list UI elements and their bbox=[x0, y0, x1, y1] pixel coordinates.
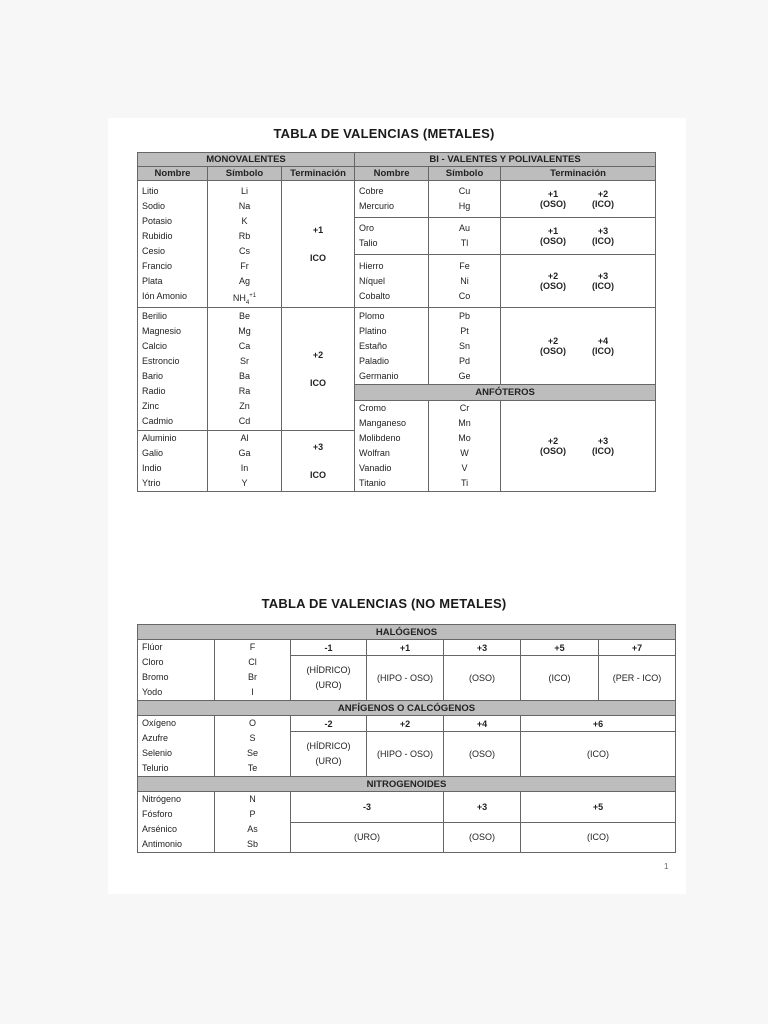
element-name: Talio bbox=[359, 238, 378, 249]
element-symbol: Cl bbox=[248, 657, 257, 667]
element-name: Níquel bbox=[359, 275, 386, 286]
group-symbols bbox=[429, 401, 501, 492]
group-names bbox=[355, 218, 429, 255]
valence-ending: ICO bbox=[310, 470, 327, 480]
valence-ending: (OSO) bbox=[540, 199, 567, 210]
element-name: Plata bbox=[142, 276, 163, 286]
valence-ending: (ICO) bbox=[592, 346, 615, 356]
element-symbol: Be bbox=[238, 311, 250, 321]
monovalentes-header: MONOVALENTES bbox=[138, 153, 355, 167]
metals-valence-table bbox=[137, 152, 656, 492]
ammonium-symbol: $NH_4^{+1}$ bbox=[232, 293, 257, 306]
anfoteros-header: ANFÓTEROS bbox=[355, 385, 656, 401]
element-name: Selenio bbox=[142, 748, 173, 758]
element-name: Francio bbox=[142, 261, 173, 271]
valence-value: +1 bbox=[547, 189, 559, 200]
element-symbol: Hg bbox=[458, 201, 471, 212]
element-symbol: Br bbox=[248, 672, 257, 682]
element-name: Nitrógeno bbox=[142, 794, 182, 804]
valence-value: +4 bbox=[597, 336, 609, 346]
element-symbol: K bbox=[241, 216, 248, 226]
valence-value: +1 bbox=[547, 226, 559, 237]
element-symbol: Tl bbox=[460, 238, 469, 249]
element-name: Bromo bbox=[142, 672, 169, 682]
element-symbol: Pd bbox=[459, 355, 471, 366]
element-name: Yodo bbox=[142, 687, 163, 697]
element-symbol: In bbox=[240, 463, 249, 473]
valence-cell bbox=[501, 181, 656, 218]
group-symbols bbox=[429, 218, 501, 255]
valence-cell bbox=[501, 401, 656, 492]
valence-value: +4 bbox=[444, 716, 521, 732]
valence-ending: (ICO) bbox=[521, 822, 676, 853]
group-names bbox=[355, 401, 429, 492]
element-name: Radio bbox=[142, 386, 166, 396]
valence-ending: ICO bbox=[310, 378, 327, 388]
element-name: Berilio bbox=[142, 311, 168, 321]
valence-value: +1 bbox=[367, 640, 444, 656]
valence-ending: (ICO) bbox=[592, 446, 615, 456]
valence-value: +2 bbox=[547, 271, 559, 282]
group-names bbox=[355, 308, 429, 385]
valence-ending: (URO) bbox=[291, 822, 444, 853]
element-name: Rubidio bbox=[142, 231, 173, 241]
element-symbol: O bbox=[248, 718, 256, 728]
element-name: Cromo bbox=[359, 403, 387, 413]
element-name: Zinc bbox=[142, 401, 160, 411]
element-symbol: Na bbox=[238, 201, 251, 211]
nonmetals-table-title: TABLA DE VALENCIAS (NO METALES) bbox=[261, 596, 507, 611]
valence-value: +1 bbox=[312, 225, 324, 235]
element-name: Bario bbox=[142, 371, 164, 381]
element-name: Antimonio bbox=[142, 839, 183, 849]
element-name: Ytrio bbox=[142, 478, 161, 488]
element-symbol: Ca bbox=[238, 341, 251, 351]
element-symbol: Mg bbox=[238, 326, 251, 336]
element-name: Aluminio bbox=[142, 433, 177, 443]
valence-ending: (HÍDRICO) (URO) bbox=[291, 656, 367, 701]
element-symbol: Se bbox=[246, 748, 258, 758]
valence-cell bbox=[282, 431, 355, 492]
element-symbol: I bbox=[251, 687, 254, 697]
element-symbol: Mn bbox=[458, 418, 471, 428]
valence-ending: (OSO) bbox=[540, 346, 567, 356]
valence-ending: (HIPO - OSO) bbox=[367, 656, 444, 701]
element-symbol: Ni bbox=[460, 275, 469, 286]
valence-value: +3 bbox=[597, 436, 609, 446]
element-name: Cobalto bbox=[359, 290, 391, 301]
element-name: Cloro bbox=[142, 657, 164, 667]
element-symbol: Fr bbox=[240, 261, 249, 271]
valence-value: +3 bbox=[597, 226, 609, 237]
valence-value: +3 bbox=[444, 792, 521, 823]
element-name: Plomo bbox=[359, 310, 385, 321]
valence-value: +2 bbox=[547, 436, 559, 446]
group-symbols bbox=[208, 308, 282, 431]
valence-ending: (OSO) bbox=[444, 732, 521, 777]
element-symbol: Sr bbox=[240, 356, 249, 366]
element-symbol: Ga bbox=[238, 448, 251, 458]
element-name: Magnesio bbox=[142, 326, 182, 336]
valence-ending: (HIPO - OSO) bbox=[367, 732, 444, 777]
element-symbol: Au bbox=[459, 223, 471, 234]
page-number: 1 bbox=[664, 862, 669, 871]
group-names bbox=[138, 716, 215, 777]
group-symbols bbox=[215, 640, 291, 701]
group-names bbox=[355, 181, 429, 218]
element-symbol: Cr bbox=[459, 403, 470, 413]
valence-ending: (OSO) bbox=[540, 236, 567, 247]
valence-value: +2 bbox=[367, 716, 444, 732]
element-symbol: Cu bbox=[458, 186, 471, 197]
element-name: Germanio bbox=[359, 370, 399, 381]
element-name: Estaño bbox=[359, 340, 388, 351]
col-header-nombre: Nombre bbox=[355, 167, 429, 181]
group-names bbox=[138, 792, 215, 853]
group-symbols bbox=[429, 308, 501, 385]
element-symbol: Co bbox=[458, 290, 471, 301]
element-symbol: Cd bbox=[238, 416, 251, 426]
element-symbol: V bbox=[461, 463, 468, 473]
valence-value: +5 bbox=[521, 640, 599, 656]
valence-ending: (HÍDRICO) (URO) bbox=[291, 732, 367, 777]
element-symbol: Pb bbox=[459, 310, 471, 321]
element-name: Cadmio bbox=[142, 416, 174, 426]
element-name: Ión Amonio bbox=[142, 291, 188, 301]
valence-ending: (ICO) bbox=[592, 281, 615, 292]
group-names bbox=[138, 431, 208, 492]
valence-value: -2 bbox=[291, 716, 367, 732]
valence-ending: (PER - ICO) bbox=[599, 656, 676, 701]
group-symbols bbox=[208, 181, 282, 308]
valence-value: +2 bbox=[312, 350, 324, 360]
valence-value: +2 bbox=[597, 189, 609, 200]
element-name: Azufre bbox=[142, 733, 169, 743]
element-symbol: Ra bbox=[238, 386, 251, 396]
element-symbol: N bbox=[249, 794, 256, 804]
element-name: Oxígeno bbox=[142, 718, 177, 728]
valence-value: +7 bbox=[599, 640, 676, 656]
valence-ending: (OSO) bbox=[444, 822, 521, 853]
element-symbol: Li bbox=[240, 186, 248, 196]
valence-value: +2 bbox=[547, 336, 559, 346]
group-symbols bbox=[215, 792, 291, 853]
group-symbols bbox=[429, 255, 501, 308]
element-name: Galio bbox=[142, 448, 164, 458]
element-name: Mercurio bbox=[359, 201, 395, 212]
col-header-terminacion: Terminación bbox=[501, 167, 656, 181]
group-names bbox=[138, 640, 215, 701]
element-symbol: Zn bbox=[239, 401, 250, 411]
element-name: Potasio bbox=[142, 216, 173, 226]
element-symbol: P bbox=[249, 809, 256, 819]
element-name: Flúor bbox=[142, 642, 163, 652]
col-header-terminacion: Terminación bbox=[282, 167, 355, 181]
element-symbol: Ba bbox=[238, 371, 250, 381]
nitrogenoides-header: NITROGENOIDES bbox=[138, 777, 676, 792]
element-name: Cobre bbox=[359, 186, 384, 197]
element-name: Arsénico bbox=[142, 824, 178, 834]
anfigenos-header: ANFÍGENOS O CALCÓGENOS bbox=[138, 701, 676, 716]
element-symbol: Te bbox=[247, 763, 258, 773]
valence-value: +3 bbox=[444, 640, 521, 656]
element-symbol: Cs bbox=[239, 246, 250, 256]
element-symbol: W bbox=[460, 448, 469, 458]
element-symbol: Ag bbox=[238, 276, 250, 286]
valence-ending: ICO bbox=[310, 253, 327, 263]
nonmetals-valence-table bbox=[137, 624, 676, 853]
halogenos-header: HALÓGENOS bbox=[138, 625, 676, 640]
element-name: Indio bbox=[142, 463, 162, 473]
valence-cell bbox=[501, 308, 656, 385]
element-name: Manganeso bbox=[359, 418, 407, 428]
valence-cell bbox=[282, 308, 355, 431]
element-name: Wolfran bbox=[359, 448, 390, 458]
valence-ending: (ICO) bbox=[521, 732, 676, 777]
metals-table-title: TABLA DE VALENCIAS (METALES) bbox=[273, 126, 495, 141]
valence-ending: (OSO) bbox=[540, 446, 567, 456]
valence-value: +3 bbox=[312, 442, 324, 452]
valence-value: +6 bbox=[521, 716, 676, 732]
element-symbol: Ge bbox=[458, 370, 471, 381]
element-symbol: Ti bbox=[460, 478, 469, 488]
element-symbol: Rb bbox=[238, 231, 251, 241]
valence-value: -1 bbox=[291, 640, 367, 656]
element-symbol: F bbox=[249, 642, 256, 652]
element-name: Fósforo bbox=[142, 809, 173, 819]
valence-cell bbox=[501, 255, 656, 308]
group-names bbox=[138, 308, 208, 431]
valence-value: +5 bbox=[521, 792, 676, 823]
element-name: Hierro bbox=[359, 260, 384, 271]
element-name: Vanadio bbox=[359, 463, 392, 473]
element-symbol: Mo bbox=[458, 433, 471, 443]
valence-ending: (OSO) bbox=[444, 656, 521, 701]
element-name: Cesio bbox=[142, 246, 166, 256]
element-symbol: Y bbox=[241, 478, 248, 488]
group-symbols bbox=[215, 716, 291, 777]
element-name: Estroncio bbox=[142, 356, 180, 366]
valence-value: +3 bbox=[597, 271, 609, 282]
element-name: Platino bbox=[359, 325, 387, 336]
valence-cell bbox=[501, 218, 656, 255]
polivalentes-header: BI - VALENTES Y POLIVALENTES bbox=[355, 153, 656, 167]
element-symbol: Fe bbox=[459, 260, 470, 271]
element-symbol: S bbox=[249, 733, 256, 743]
element-name: Calcio bbox=[142, 341, 168, 351]
element-symbol: As bbox=[247, 824, 258, 834]
col-header-nombre: Nombre bbox=[138, 167, 208, 181]
valence-value: -3 bbox=[291, 792, 444, 823]
element-symbol: Pt bbox=[460, 325, 469, 336]
element-symbol: Sb bbox=[246, 839, 258, 849]
element-name: Paladio bbox=[359, 355, 390, 366]
valence-ending: (OSO) bbox=[540, 281, 567, 292]
group-names bbox=[355, 255, 429, 308]
valence-ending: (ICO) bbox=[592, 199, 615, 210]
col-header-simbolo: Símbolo bbox=[208, 167, 282, 181]
element-name: Litio bbox=[142, 186, 159, 196]
element-name: Telurio bbox=[142, 763, 169, 773]
valence-cell bbox=[282, 181, 355, 308]
element-symbol: Sn bbox=[459, 340, 471, 351]
element-name: Oro bbox=[359, 223, 375, 234]
group-symbols bbox=[429, 181, 501, 218]
col-header-simbolo: Símbolo bbox=[429, 167, 501, 181]
element-name: Molibdeno bbox=[359, 433, 401, 443]
group-symbols bbox=[208, 431, 282, 492]
valence-ending: (ICO) bbox=[592, 236, 615, 247]
element-name: Sodio bbox=[142, 201, 166, 211]
group-names bbox=[138, 181, 208, 308]
element-name: Titanio bbox=[359, 478, 386, 488]
element-symbol: Al bbox=[240, 433, 249, 443]
valence-ending: (ICO) bbox=[521, 656, 599, 701]
